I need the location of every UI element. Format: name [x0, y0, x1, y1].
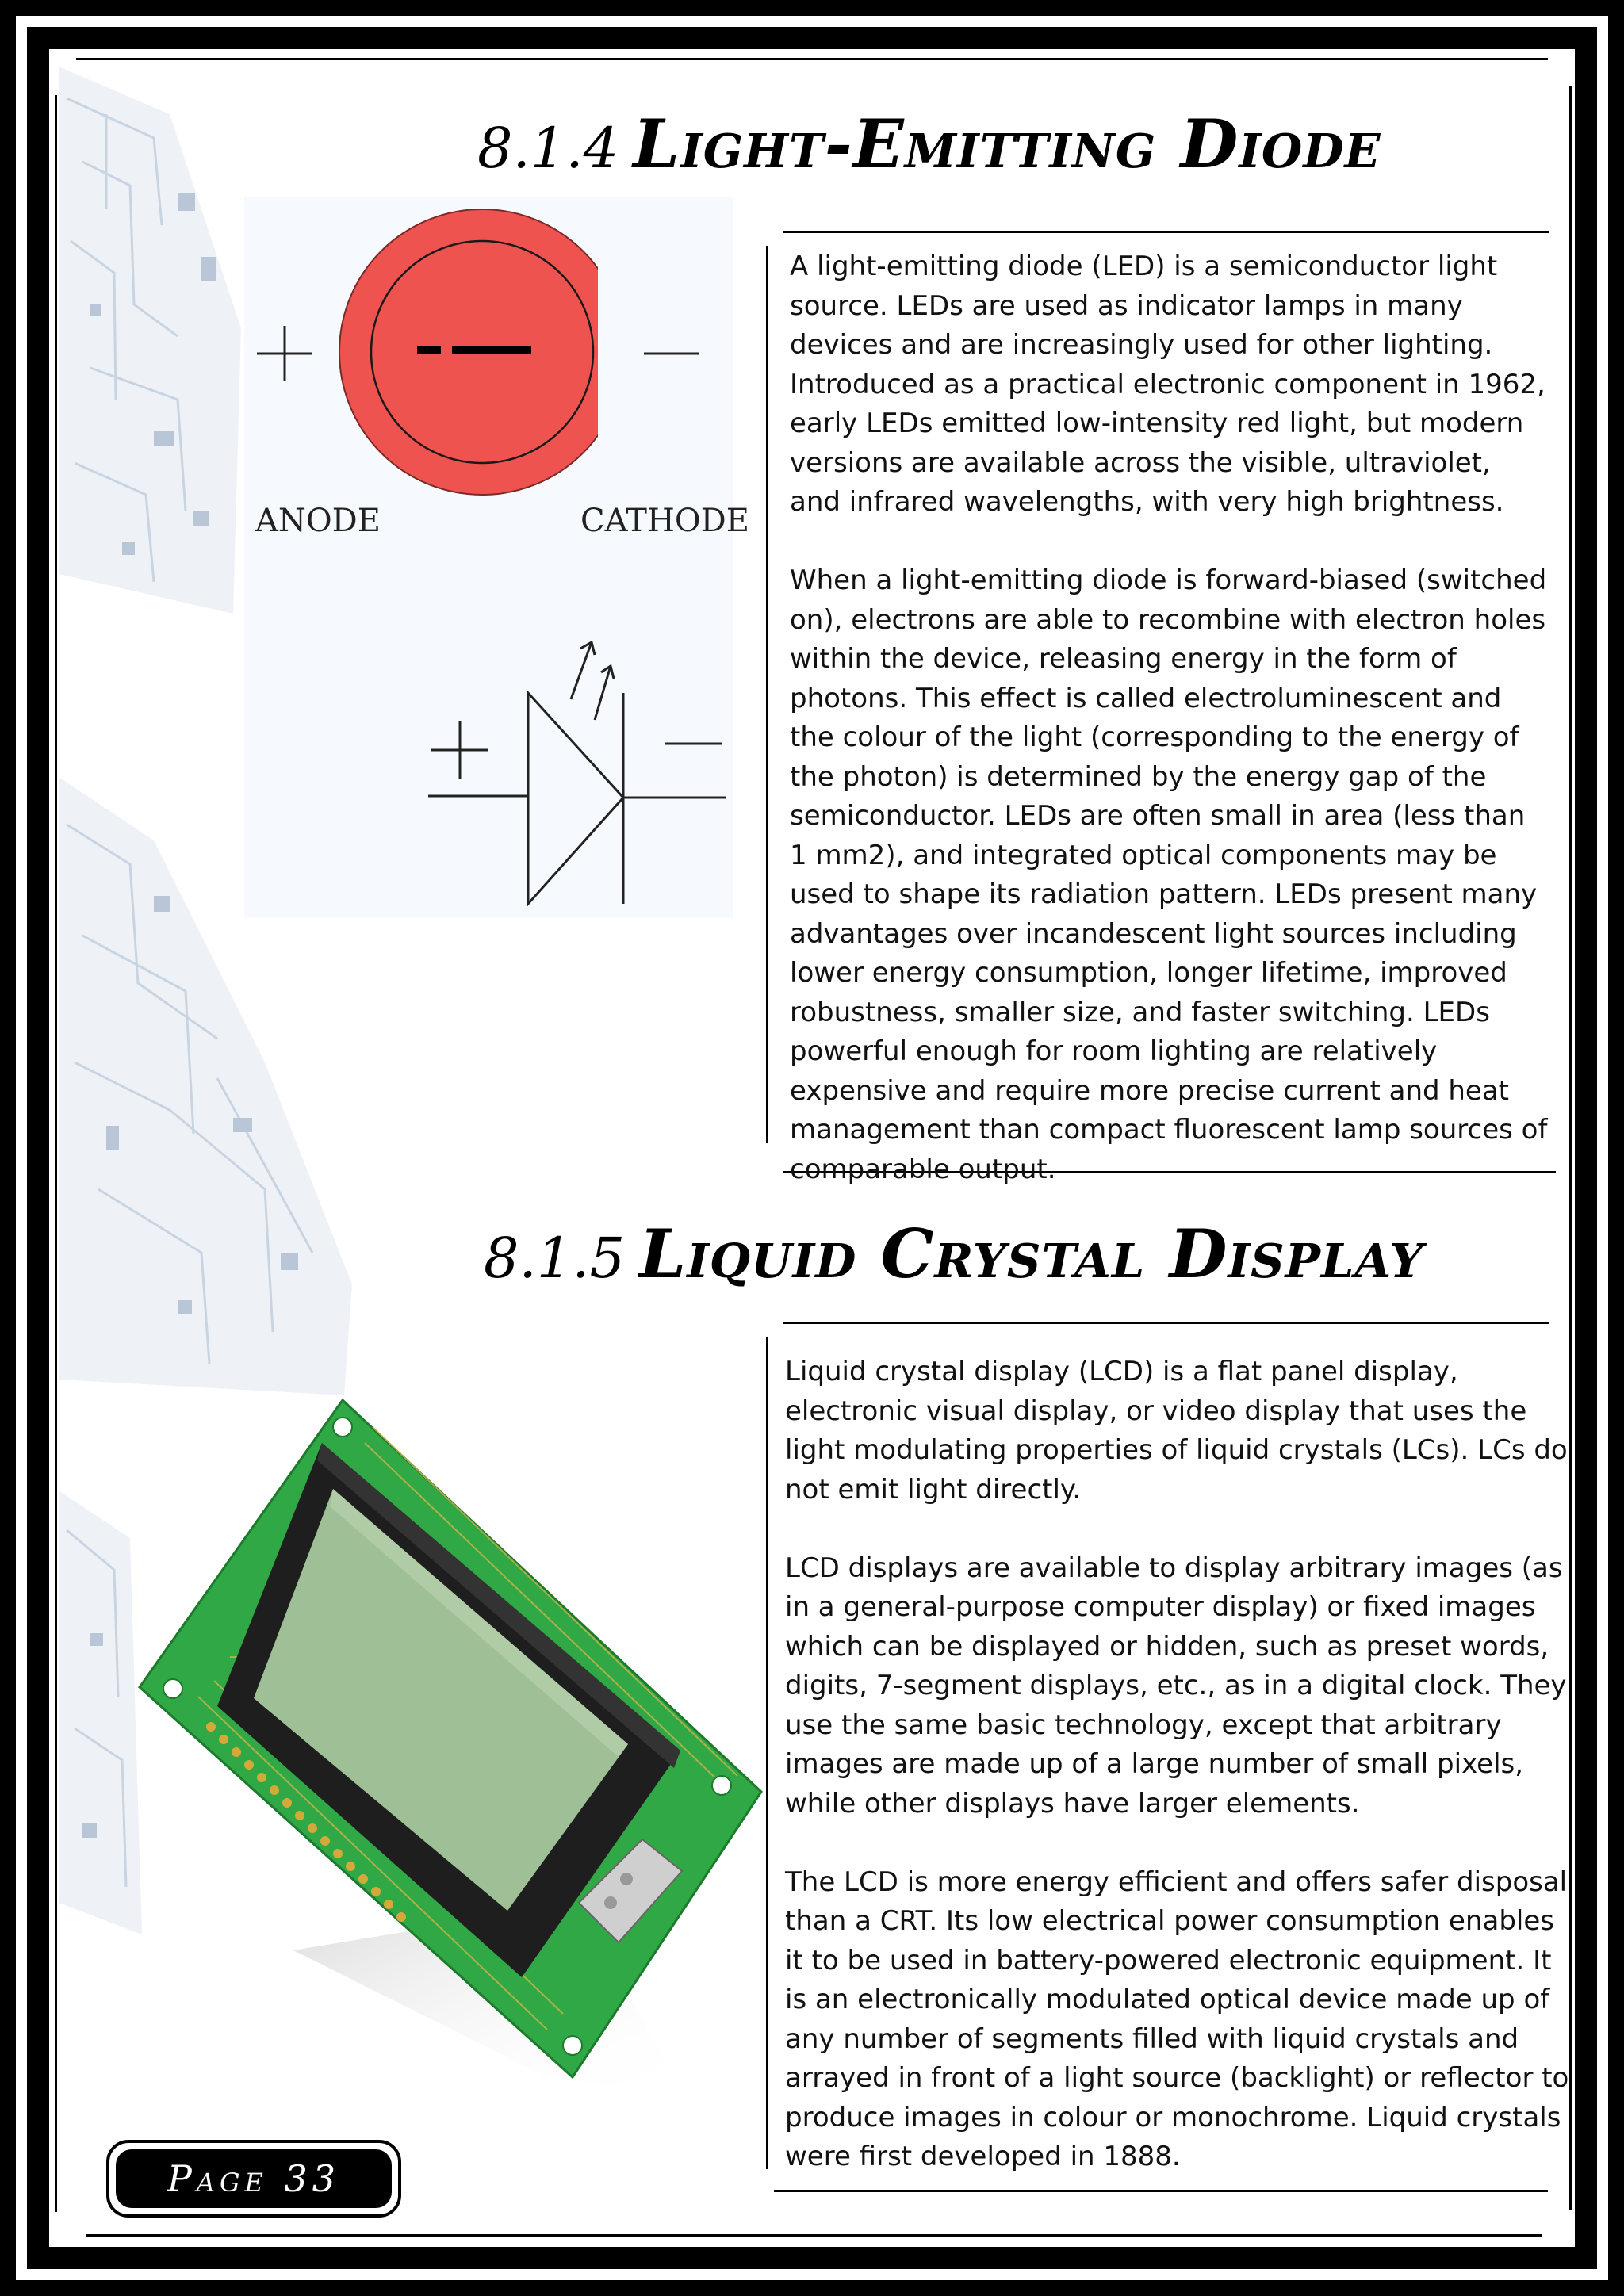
led-schematic-symbol: [412, 626, 730, 920]
page-number-label: Page 33: [116, 2149, 392, 2208]
anode-label: ANODE: [255, 503, 381, 539]
cathode-label: CATHODE: [580, 503, 749, 539]
circuit-pattern-lower: [59, 1490, 146, 1934]
section-heading-led: [477, 105, 1381, 183]
lcd-paragraph-2: LCD displays are available to display arbitrary images (as in a general-purpose computer display) or fixed images which can be displayed or hidden, such as preset words, digits, 7-segment displays, etc., as in a digital clock. They use the same basic technology, except that arbitrary images are made up of a large number of small pixels, while other displays have larger elements.: [785, 1552, 1567, 1820]
led-paragraph-1: A light-emitting diode (LED) is a semiconductor light source. LEDs are used as indicator lamps in many devices and are increasingly used for other lighting. Introduced as a practical electronic component in 1962, early LEDs emitted low-intensity red light, but modern versions are available across the visible, ultraviolet, and infrared wavelengths, with very high brightness.: [790, 251, 1545, 518]
frame-bottom-rule: [86, 2234, 1542, 2237]
led-text-top-rule: [783, 231, 1549, 233]
led-body-text: [790, 247, 1549, 1189]
lcd-paragraph-1: Liquid crystal display (LCD) is a flat panel display, electronic visual display, or video display that uses the light modulating properties of liquid crystals (LCs). LCs do not emit light directly.: [785, 1356, 1568, 1506]
lcd-module-photo: [135, 1395, 769, 2125]
page-number-badge: [106, 2140, 401, 2218]
frame-top-rule: [76, 58, 1548, 60]
section-title: Light-Emitting Diode: [633, 105, 1381, 183]
section-number: 8.1.4: [477, 116, 619, 181]
circuit-pattern-upper: [59, 67, 249, 614]
led-paragraph-2: When a light-emitting diode is forward-biased (switched on), electrons are able to recombine with electron holes within the device, releasing energy in the form of photons. This effect is called electroluminescent and the colour of the light (corresponding to the energy of the photon) is determined by the energy gap of the semiconductor. LEDs are often small in area (less than 1 mm2), and integrated optical components may be used to shape its radiation pattern. LEDs present many advantages over incandescent light sources including lower energy consumption, longer lifetime, improved robustness, smaller size, and faster switching. LEDs powerful enough for room lighting are relatively expensive and require more precise current and heat management than compact fluorescent lamp sources of comparable output.: [790, 564, 1548, 1185]
lcd-body-text: [785, 1353, 1570, 2177]
lcd-paragraph-3: The LCD is more energy efficient and offers safer disposal than a CRT. Its low electrical power consumption enables it to be used in battery-powered electronic equipment. It is an electronically modulated optical device made up of any number of segments filled with liquid crystals and arrayed in front of a light source (backlight) or reflector to produce images in colour or monochrome. Liquid crystals were first developed in 1888.: [785, 1866, 1569, 2172]
lcd-text-bottom-rule: [774, 2190, 1548, 2192]
led-text-left-rule: [766, 246, 768, 1143]
lcd-text-top-rule: [783, 1322, 1549, 1324]
section-title: Liquid Crystal Display: [639, 1215, 1424, 1293]
section-number: 8.1.5: [484, 1226, 626, 1291]
section-heading-lcd: [484, 1215, 1424, 1293]
frame-left-rule: [55, 95, 57, 2212]
